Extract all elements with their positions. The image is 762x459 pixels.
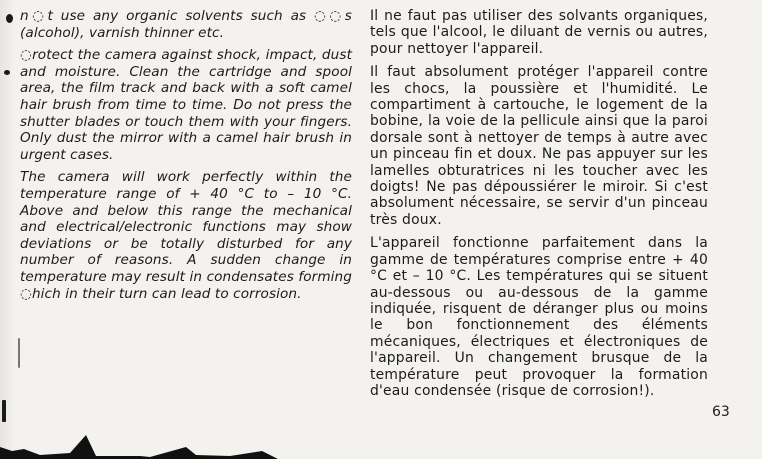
english-paragraph-temperature: The camera will work perfectly within the temperature range of + 40 °C to – 10 °C. Above and below this range the mechanical and electrical/electronic functions may show deviations or be totally disturbed for any number of reasons. A sudden change in temperature may result in condensates forming ◌hich in their turn can lead to corrosion.	[20, 169, 352, 302]
scan-speck	[6, 14, 13, 23]
french-column	[370, 8, 708, 406]
torn-page-edge	[0, 429, 420, 459]
page-number: 63	[712, 404, 730, 420]
english-paragraph-protection: ◌rotect the camera against shock, impact, dust and moisture. Clean the cartridge and spool area, the film track and back with a soft camel hair brush from time to time. Do not press the shutter blades or touch them with your fingers. Only dust the mirror with a camel hair brush in urgent cases.	[20, 47, 352, 163]
scan-speck	[2, 400, 6, 422]
scan-speck	[18, 338, 20, 368]
french-paragraph-protection: Il faut absolument protéger l'appareil contre les chocs, la poussière et l'humidité. Le compartiment à cartouche, le logement de la bobine, la voie de la pellicule ainsi que la paroi dorsale sont à nettoyer de temps à autre avec un pinceau fin et doux. Ne pas appuyer sur les lamelles obturatrices ni les toucher avec les doigts! Ne pas dépoussiérer le miroir. Si c'est absolument nécessaire, se servir d'un pinceau très doux.	[370, 64, 708, 228]
french-paragraph-solvants: Il ne faut pas utiliser des solvants organiques, tels que l'alcool, le diluant de vernis ou autres, pour nettoyer l'appareil.	[370, 8, 708, 57]
scan-speck	[4, 70, 10, 75]
french-paragraph-temperature: L'appareil fonctionne parfaitement dans la gamme de températures comprise entre + 40 °C et – 10 °C. Les températures qui se situent au-dessous ou au-dessous de la gamme indiquée, risquent de déranger plus ou moins le bon fonctionnement des éléments mécaniques, électriques et électroniques de l'appareil. Un changement brusque de la température peut provoquer la formation d'eau condensée (risque de corrosion!).	[370, 235, 708, 399]
english-paragraph-solvents: n◌t use any organic solvents such as ◌◌s (alcohol), varnish thinner etc.	[20, 8, 352, 41]
english-column	[20, 8, 352, 308]
scan-edge-shadow	[0, 0, 14, 459]
